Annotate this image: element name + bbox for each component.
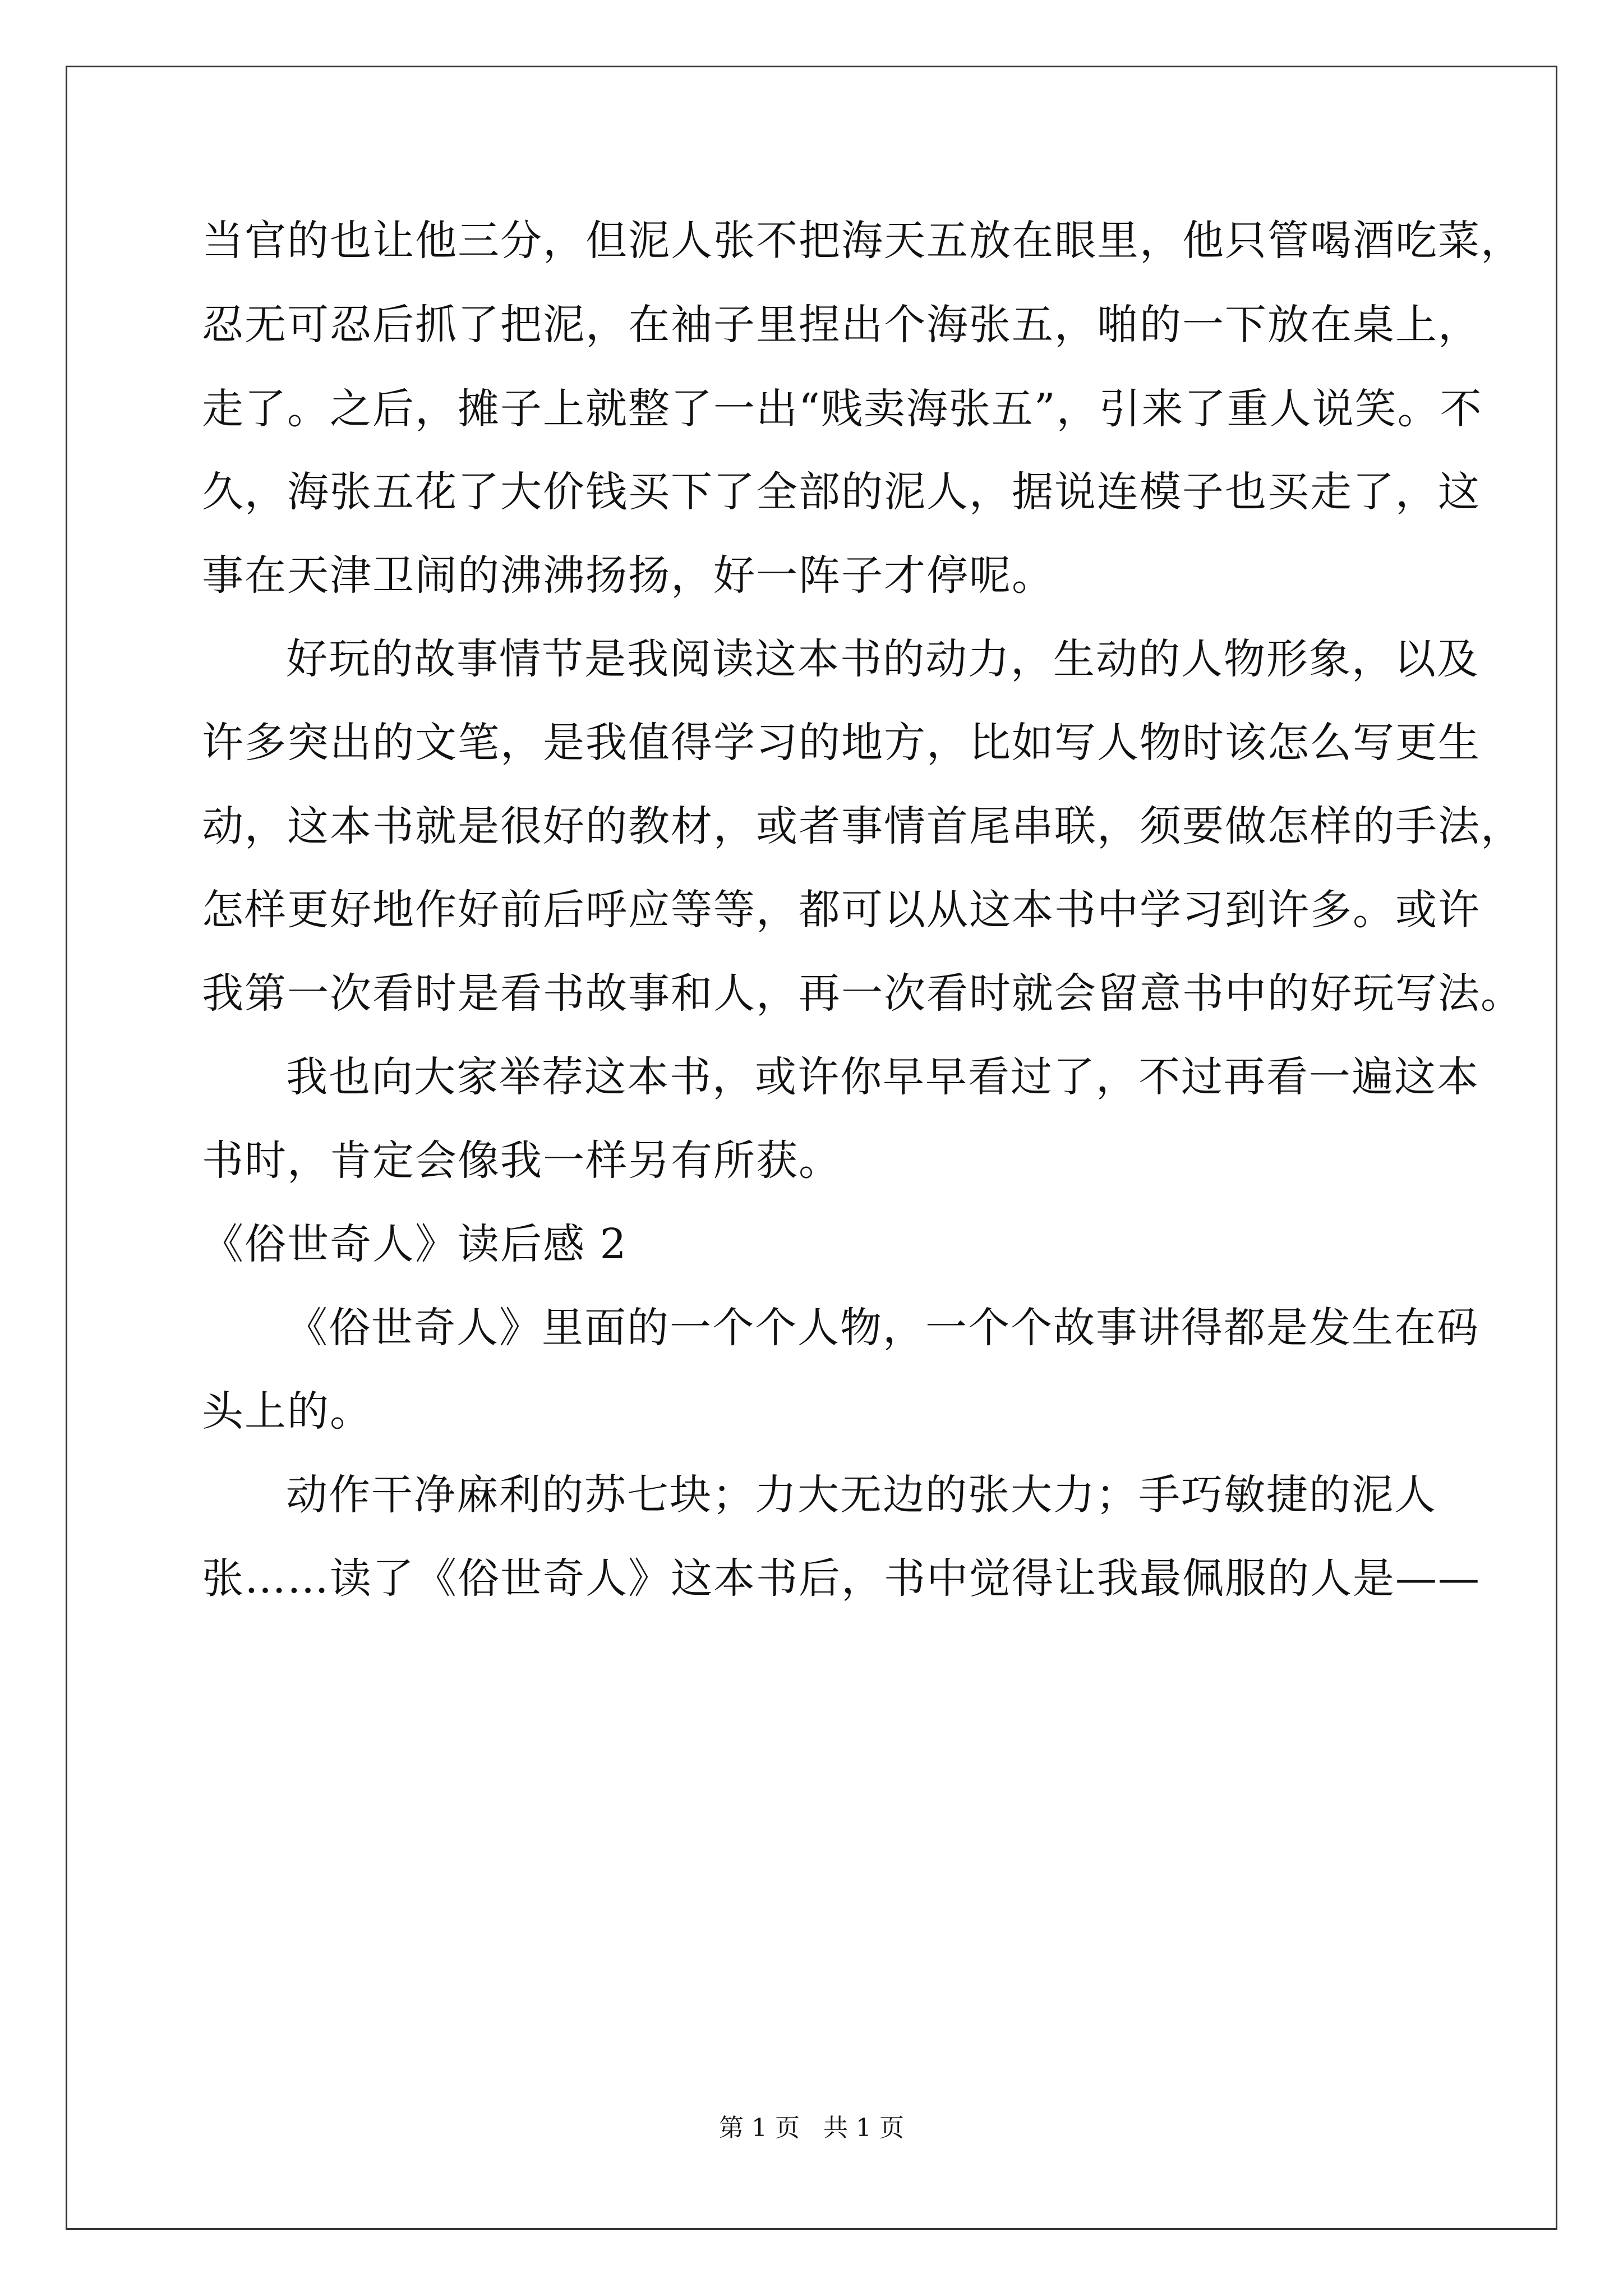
text-line: 动，这本书就是很好的教材，或者事情首尾串联，须要做怎样的手法， bbox=[202, 802, 1523, 850]
paragraph-first-line: 《俗世奇人》里面的一个个人物，一个个故事讲得都是发生在码 bbox=[286, 1304, 1479, 1352]
text-line: 许多突出的文笔，是我值得学习的地方，比如写人物时该怎么写更生 bbox=[202, 719, 1481, 767]
page-footer bbox=[0, 2116, 1623, 2141]
text-line: 当官的也让他三分，但泥人张不把海天五放在眼里，他只管喝酒吃菜， bbox=[202, 217, 1523, 265]
text-line: 头上的。 bbox=[202, 1387, 372, 1435]
paragraph-first-line: 我也向大家举荐这本书，或许你早早看过了，不过再看一遍这本 bbox=[286, 1053, 1479, 1101]
text-line: 怎样更好地作好前后呼应等等，都可以从这本书中学习到许多。或许 bbox=[202, 886, 1481, 934]
page-number: 第 1 页 bbox=[719, 2114, 800, 2142]
text-line: 事在天津卫闹的沸沸扬扬，好一阵子才停呢。 bbox=[202, 551, 1054, 600]
section-heading: 《俗世奇人》读后感 2 bbox=[202, 1220, 628, 1268]
text-line: 书时，肯定会像我一样另有所获。 bbox=[202, 1137, 841, 1185]
text-line: 张……读了《俗世奇人》这本书后，书中觉得让我最佩服的人是—— bbox=[202, 1554, 1481, 1603]
text-line: 忍无可忍后抓了把泥，在袖子里捏出个海张五，啪的一下放在桌上， bbox=[202, 301, 1481, 349]
paragraph-first-line: 好玩的故事情节是我阅读这本书的动力，生动的人物形象，以及 bbox=[286, 635, 1479, 683]
paragraph-first-line: 动作干净麻利的苏七块；力大无边的张大力；手巧敏捷的泥人 bbox=[286, 1471, 1437, 1519]
text-line: 走了。之后，摊子上就整了一出“贱卖海张五”，引来了重人说笑。不 bbox=[202, 385, 1483, 433]
total-pages: 共 1 页 bbox=[823, 2114, 904, 2142]
text-line: 久，海张五花了大价钱买下了全部的泥人，据说连模子也买走了，这 bbox=[202, 468, 1481, 516]
text-line: 我第一次看时是看书故事和人，再一次看时就会留意书中的好玩写法。 bbox=[202, 969, 1523, 1018]
